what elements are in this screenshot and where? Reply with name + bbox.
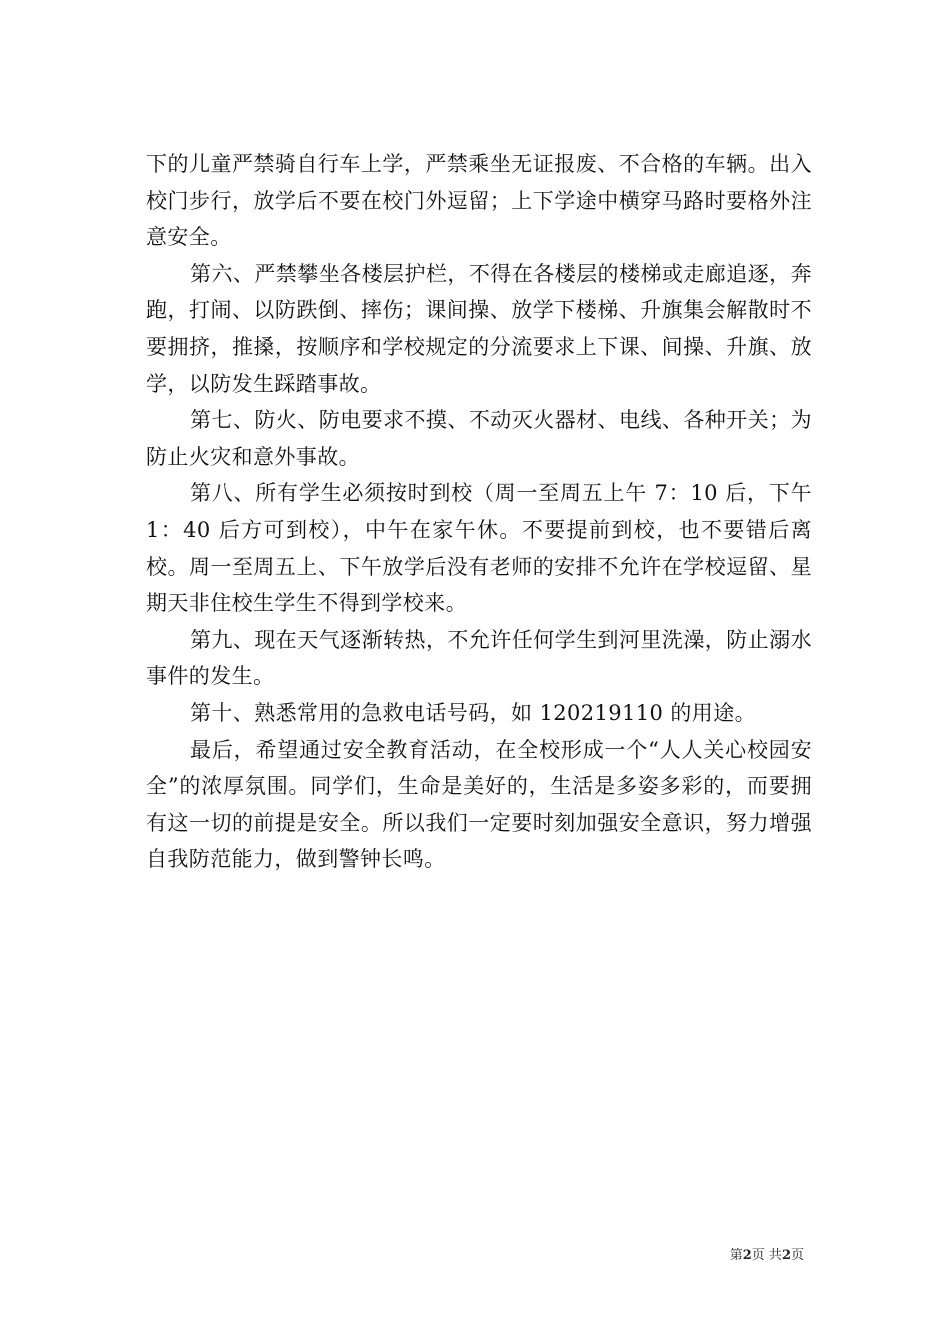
paragraph-7: 最后，希望通过安全教育活动，在全校形成一个“人人关心校园安全”的浓厚氛围。同学们，生命是美好的，生活是多姿多彩的，而要拥有这一切的前提是安全。所以我们一定要时刻加强安全意识，努力增强自我防范能力，做到警钟长鸣。 — [146, 737, 812, 872]
paragraph-5: 第九、现在天气逐渐转热，不允许任何学生到河里洗澡，防止溺水事件的发生。 — [146, 627, 812, 689]
footer-prefix: 第 — [729, 1248, 743, 1263]
footer-middle: 页 共 — [751, 1248, 782, 1263]
paragraph-2: 第六、严禁攀坐各楼层护栏，不得在各楼层的楼梯或走廊追逐，奔跑，打闹、以防跌倒、摔伤；课间操、放学下楼梯、升旗集会解散时不要拥挤，推搡，按顺序和学校规定的分流要求上下课、间操、升旗、放学，以防发生踩踏事故。 — [146, 261, 812, 396]
paragraph-6: 第十、熟悉常用的急救电话号码，如 120219110 的用途。 — [190, 700, 756, 725]
paragraph-3: 第七、防火、防电要求不摸、不动灭火器材、电线、各种开关；为防止火灾和意外事故。 — [146, 408, 812, 469]
paragraph-1: 下的儿童严禁骑自行车上学，严禁乘坐无证报废、不合格的车辆。出入校门步行，放学后不要在校门外逗留；上下学途中横穿马路时要格外注意安全。 — [146, 152, 812, 250]
page-footer — [730, 1247, 804, 1265]
footer-current-page: 2 — [742, 1248, 752, 1263]
footer-suffix: 页 — [790, 1248, 804, 1263]
footer-total-pages: 2 — [781, 1248, 791, 1263]
body-text — [146, 146, 812, 878]
paragraph-4: 第八、所有学生必须按时到校（周一至周五上午 7：10 后，下午 1：40 后方可到校），中午在家午休。不要提前到校，也不要错后离校。周一至周五上、下午放学后没有老师的安排不允许在学校逗留、星期天非住校生学生不得到学校来。 — [146, 481, 812, 616]
